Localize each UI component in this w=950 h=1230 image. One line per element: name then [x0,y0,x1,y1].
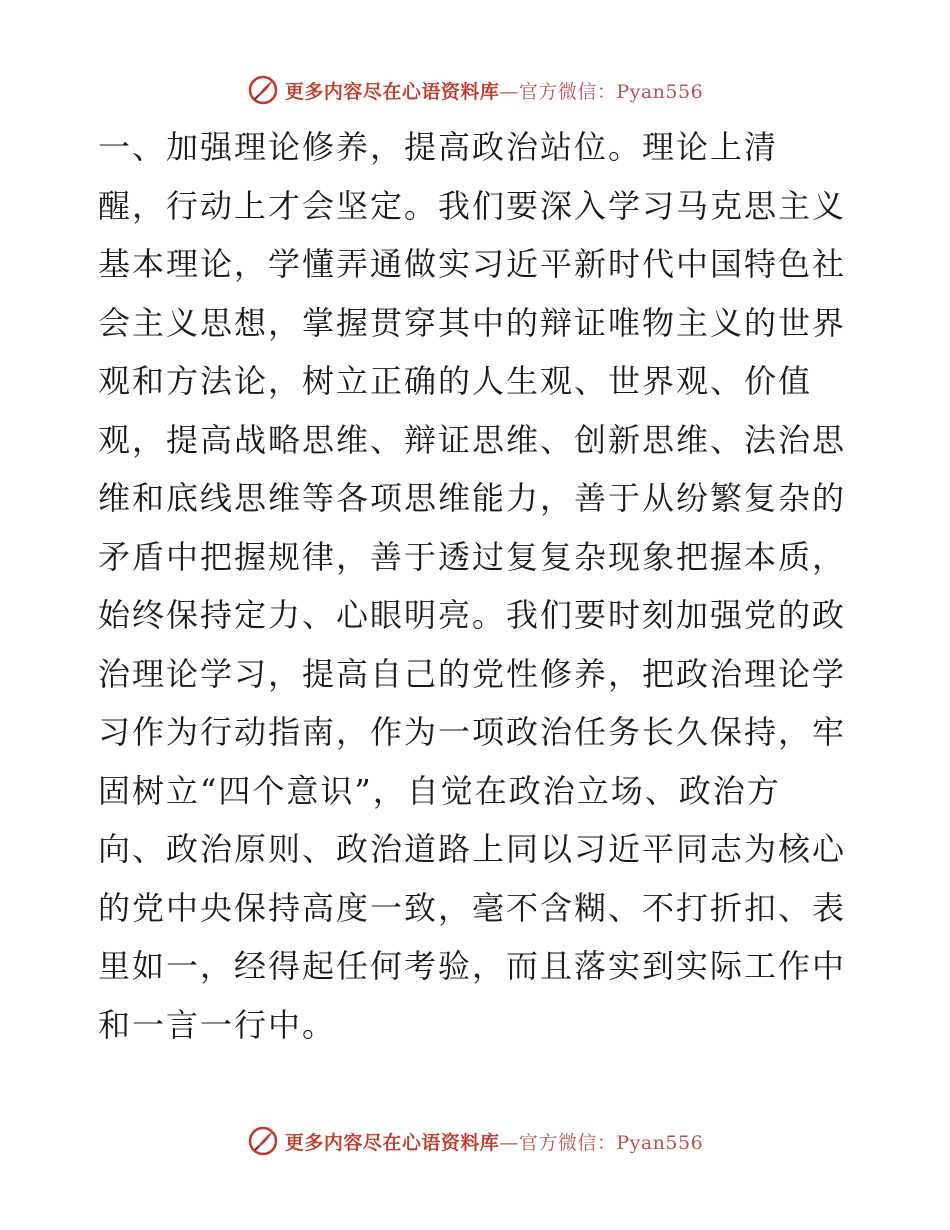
paragraph-line: 的党中央保持高度一致，毫不含糊、不打折扣、表 [98,888,847,927]
paragraph-line: 习作为行动指南，作为一项政治任务长久保持，牢 [98,713,847,751]
feather-pen-logo-icon [247,1125,279,1157]
paragraph-line: 观，提高战略思维、辩证思维、创新思维、法治思 [98,420,847,459]
watermark-text-part2: —官方微信：Pyan556 [499,80,704,103]
paragraph-line: 会主义思想，掌握贯穿其中的辩证唯物主义的世界 [98,303,847,342]
header-watermark [0,70,950,110]
paragraph-line: 一、加强理论修养，提高政治站位。理论上清 [98,128,779,166]
paragraph-line: 里如一，经得起任何考验，而且落实到实际工作中 [98,947,847,985]
paragraph-line: 和一言一行中。 [98,1005,337,1044]
paragraph-line: 治理论学习，提高自己的党性修养，把政治理论学 [98,654,847,693]
paragraph-line: 维和底线思维等各项思维能力，善于从纷繁复杂的 [98,479,847,517]
paragraph-line: 观和方法论，树立正确的人生观、世界观、价值 [98,362,813,400]
paragraph-line: 基本理论，学懂弄通做实习近平新时代中国特色社 [98,245,847,283]
watermark-text-part1: 更多内容尽在心语资料库 [284,1131,500,1154]
feather-pen-logo-icon [247,74,279,106]
watermark-text-part1: 更多内容尽在心语资料库 [284,80,500,103]
paragraph-line: 醒，行动上才会坚定。我们要深入学习马克思主义 [98,186,847,225]
watermark-text [285,1128,703,1155]
footer-watermark [0,1121,950,1161]
paragraph-line: 始终保持定力、心眼明亮。我们要时刻加强党的政 [98,596,847,634]
watermark-text [285,77,703,104]
paragraph-line: 固树立“四个意识”，自觉在政治立场、政治方 [98,771,781,810]
paragraph-line: 向、政治原则、政治道路上同以习近平同志为核心 [98,830,847,868]
watermark-text-part2: —官方微信：Pyan556 [499,1131,704,1154]
paragraph-line: 矛盾中把握规律，善于透过复复杂现象把握本质， [98,537,847,576]
